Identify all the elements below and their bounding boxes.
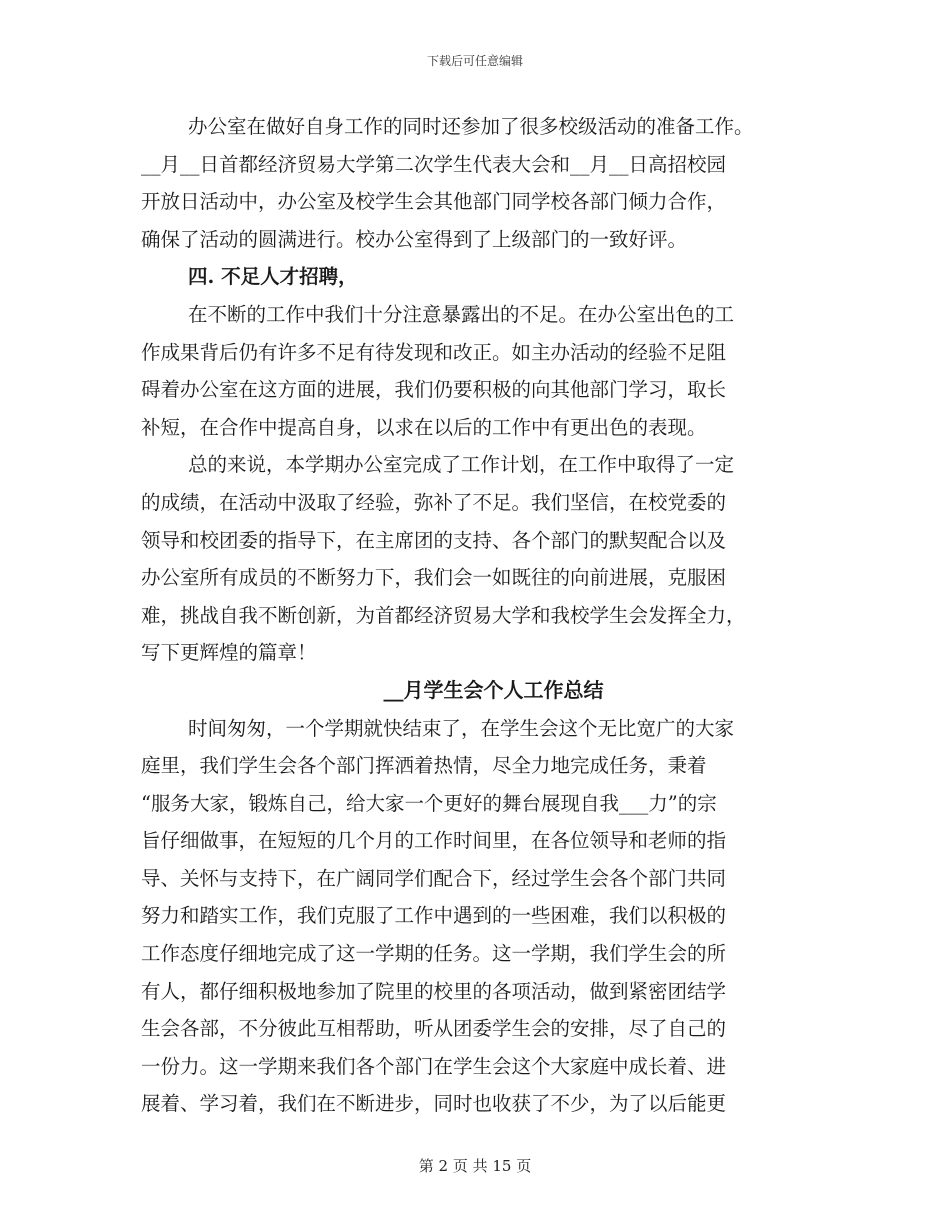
paragraph-line: 导、关怀与支持下，在广阔同学们配合下，经过学生会各个部门共同 xyxy=(141,866,727,890)
paragraph-line: 展着、学习着，我们在不断进步，同时也收获了不少，为了以后能更 xyxy=(141,1092,727,1116)
document-body xyxy=(141,108,811,1123)
section-title: __月学生会个人工作总结 xyxy=(383,677,604,702)
paragraph-line: 开放日活动中，办公室及校学生会其他部门同学校各部门倾力合作， xyxy=(141,190,727,214)
paragraph-line: 一份力。这一学期来我们各个部门在学生会这个大家庭中成长着、进 xyxy=(141,1054,727,1078)
paragraph-line: 的成绩，在活动中汲取了经验，弥补了不足。我们坚信，在校党委的 xyxy=(141,490,727,514)
paragraph-line: 时间匆匆，一个学期就快结束了，在学生会这个无比宽广的大家 xyxy=(188,716,735,740)
paragraph-line: 旨仔细做事，在短短的几个月的工作时间里，在各位领导和老师的指 xyxy=(141,829,727,853)
paragraph-line: 办公室所有成员的不断努力下，我们会一如既往的向前进展，克服困 xyxy=(141,566,727,590)
paragraph-line: 总的来说，本学期办公室完成了工作计划，在工作中取得了一定 xyxy=(188,453,735,477)
paragraph-line: 作成果背后仍有许多不足有待发现和改正。如主办活动的经验不足阻 xyxy=(141,340,727,364)
paragraph-line: 办公室在做好自身工作的同时还参加了很多校级活动的准备工作。 xyxy=(188,115,754,138)
paragraph-line: 补短，在合作中提高自身，以求在以后的工作中有更出色的表现。 xyxy=(141,415,707,439)
page-number: 第 2 页 共 15 页 xyxy=(418,1157,532,1175)
paragraph-line: 庭里，我们学生会各个部门挥洒着热情，尽全力地完成任务，秉着 xyxy=(141,754,707,778)
paragraph-line: 难，挑战自我不断创新，为首都经济贸易大学和我校学生会发挥全力， xyxy=(141,603,746,627)
paragraph-line: __月__日首都经济贸易大学第二次学生代表大会和__月__日高招校园 xyxy=(141,152,727,176)
header-note: 下载后可任意编辑 xyxy=(426,54,523,68)
section-heading: 四. 不足人才招聘， xyxy=(188,265,358,289)
paragraph-line: 工作态度仔细地完成了这一学期的任务。这一学期，我们学生会的所 xyxy=(141,942,727,966)
paragraph-line: 生会各部，不分彼此互相帮助，听从团委学生会的安排，尽了自己的 xyxy=(141,1017,727,1041)
paragraph-line: 在不断的工作中我们十分注意暴露出的不足。在办公室出色的工 xyxy=(188,302,735,326)
paragraph-line: 写下更辉煌的篇章！ xyxy=(141,641,317,665)
paragraph-line: 努力和踏实工作，我们克服了工作中遇到的一些困难，我们以积极的 xyxy=(141,904,727,928)
paragraph-line: 碍着办公室在这方面的进展，我们仍要积极的向其他部门学习，取长 xyxy=(141,378,727,402)
paragraph-line: 确保了活动的圆满进行。校办公室得到了上级部门的一致好评。 xyxy=(141,227,688,251)
paragraph-line: “服务大家，锻炼自己，给大家一个更好的舞台展现自我___力”的宗 xyxy=(141,791,717,815)
paragraph-line: 有人，都仔细积极地参加了院里的校里的各项活动，做到紧密团结学 xyxy=(141,979,727,1003)
paragraph-line: 领导和校团委的指导下，在主席团的支持、各个部门的默契配合以及 xyxy=(141,528,727,552)
